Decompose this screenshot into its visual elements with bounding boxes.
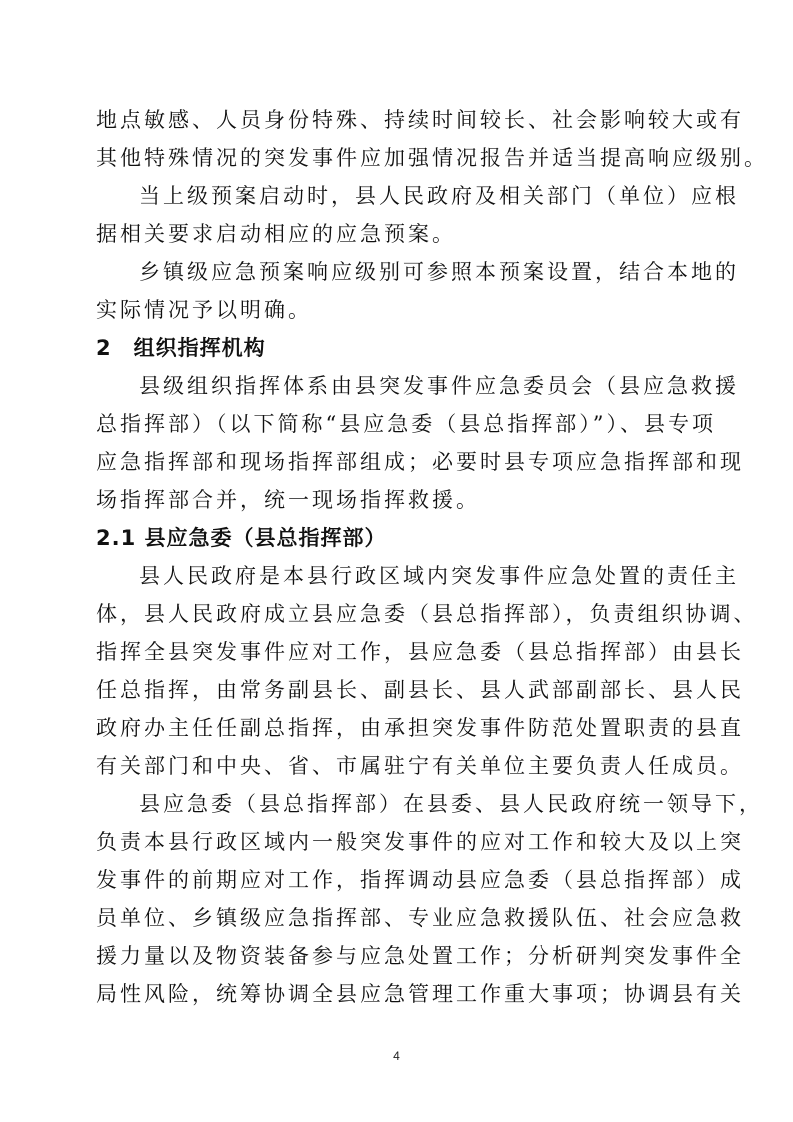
paragraph-line: 有关部门和中央、省、市属驻宁有关单位主要负责人任成员。 bbox=[96, 754, 744, 778]
paragraph-line: 当上级预案启动时，县人民政府及相关部门（单位）应根 bbox=[139, 184, 739, 208]
paragraph-line: 县人民政府是本县行政区域内突发事件应急处置的责任主 bbox=[139, 564, 739, 588]
section-heading-2: 2 组织指挥机构 bbox=[96, 336, 266, 360]
paragraph-line: 县应急委（县总指挥部）在县委、县人民政府统一领导下， bbox=[139, 792, 763, 816]
paragraph-line: 场指挥部合并，统一现场指挥救援。 bbox=[96, 488, 480, 512]
section-heading-2-1: 2.1 县应急委（县总指挥部） bbox=[96, 526, 387, 550]
paragraph-line: 体，县人民政府成立县应急委（县总指挥部），负责组织协调、 bbox=[96, 602, 758, 626]
paragraph-line: 其他特殊情况的突发事件应加强情况报告并适当提高响应级别。 bbox=[96, 146, 768, 170]
paragraph-line: 政府办主任任副总指挥，由承担突发事件防范处置职责的县直 bbox=[96, 716, 744, 740]
paragraph-line: 应急指挥部和现场指挥部组成；必要时县专项应急指挥部和现 bbox=[96, 450, 744, 474]
paragraph-line: 乡镇级应急预案响应级别可参照本预案设置，结合本地的 bbox=[139, 260, 739, 284]
paragraph-line: 县级组织指挥体系由县突发事件应急委员会（县应急救援 bbox=[139, 374, 739, 398]
paragraph-line: 发事件的前期应对工作，指挥调动县应急委（县总指挥部）成 bbox=[96, 868, 744, 892]
paragraph-line: 总指挥部）（以下简称“县应急委（县总指挥部）”）、县专项 bbox=[96, 412, 716, 436]
paragraph-line: 负责本县行政区域内一般突发事件的应对工作和较大及以上突 bbox=[96, 830, 744, 854]
page-number: 4 bbox=[393, 1049, 400, 1063]
paragraph-line: 地点敏感、人员身份特殊、持续时间较长、社会影响较大或有 bbox=[96, 108, 744, 132]
paragraph-line: 援力量以及物资装备参与应急处置工作；分析研判突发事件全 bbox=[96, 944, 744, 968]
paragraph-line: 任总指挥，由常务副县长、副县长、县人武部副部长、县人民 bbox=[96, 678, 744, 702]
paragraph-line: 指挥全县突发事件应对工作，县应急委（县总指挥部）由县长 bbox=[96, 640, 744, 664]
paragraph-line: 据相关要求启动相应的应急预案。 bbox=[96, 222, 456, 246]
paragraph-line: 实际情况予以明确。 bbox=[96, 298, 312, 322]
paragraph-line: 员单位、乡镇级应急指挥部、专业应急救援队伍、社会应急救 bbox=[96, 906, 744, 930]
paragraph-line: 局性风险，统筹协调全县应急管理工作重大事项；协调县有关 bbox=[96, 982, 744, 1006]
